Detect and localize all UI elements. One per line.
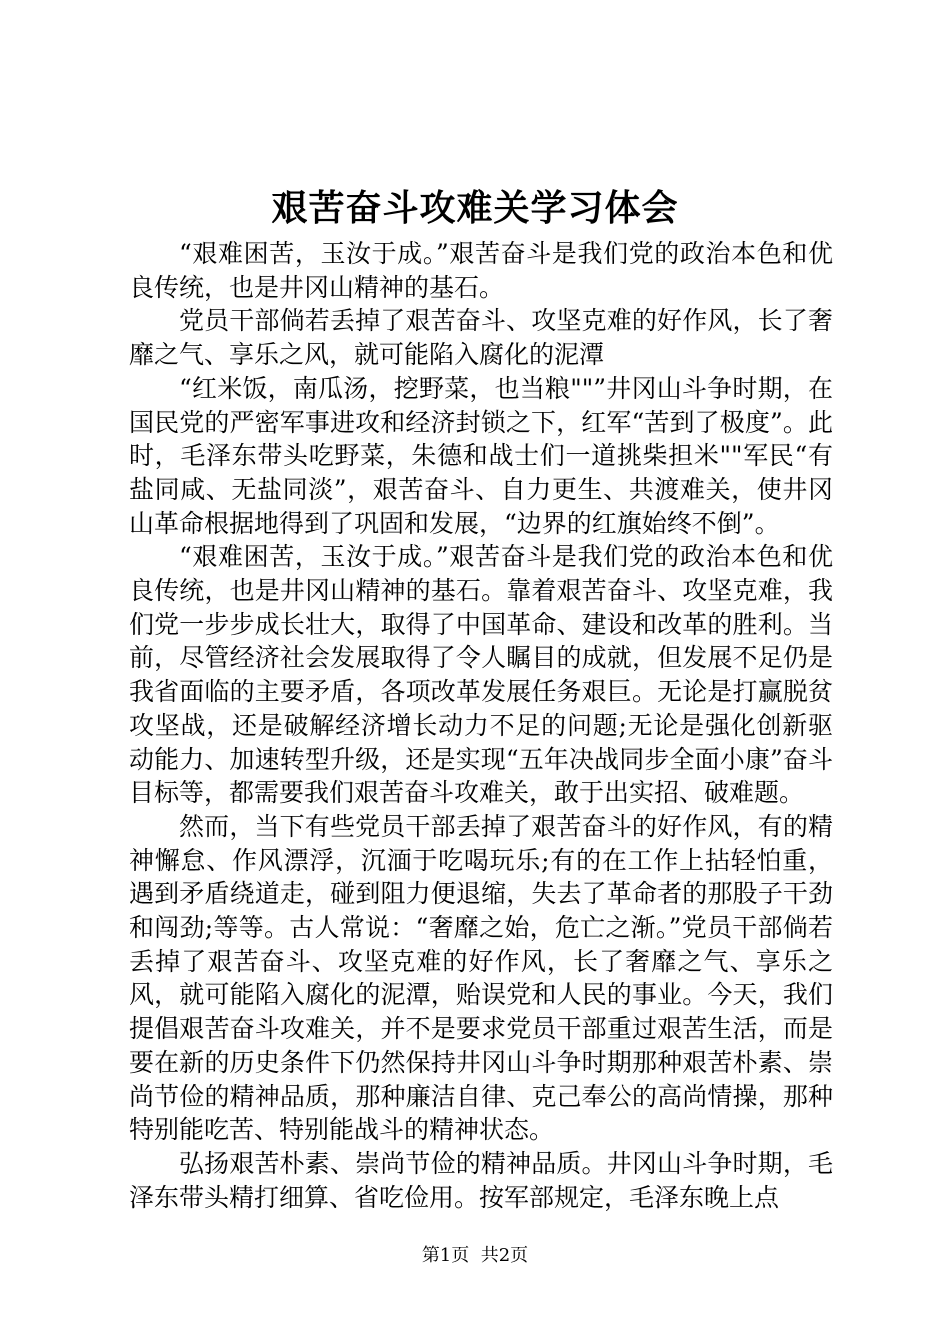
page-total: 共2页 — [480, 1245, 529, 1266]
paragraph-1: “艰难困苦，玉汝于成。”艰苦奋斗是我们党的政治本色和优良传统，也是井冈山精神的基石。 — [129, 239, 833, 302]
paragraph-2: 党员干部倘若丢掉了艰苦奋斗、攻坚克难的好作风，长了奢靡之气、享乐之风，就可能陷入腐化的泥潭 — [129, 306, 833, 370]
paragraph-3: “红米饭，南瓜汤，挖野菜，也当粮""”井冈山斗争时期，在国民党的严密军事进攻和经济封锁之下，红军“苦到了极度”。此时，毛泽东带头吃野菜，朱德和战士们一道挑柴担米""军民“有盐同咸、无盐同淡”，艰苦奋斗、自力更生、共渡难关，使井冈山革命根据地得到了巩固和发展，“边界的红旗始终不倒”。 — [129, 373, 833, 538]
paragraph-4: “艰难困苦，玉汝于成。”艰苦奋斗是我们党的政治本色和优良传统，也是井冈山精神的基石。靠着艰苦奋斗、攻坚克难，我们党一步步成长壮大，取得了中国革命、建设和改革的胜利。当前，尽管经济社会发展取得了令人瞩目的成就，但发展不足仍是我省面临的主要矛盾，各项改革发展任务艰巨。无论是打赢脱贫攻坚战，还是破解经济增长动力不足的问题;无论是强化创新驱动能力、加速转型升级，还是实现“五年决战同步全面小康”奋斗目标等，都需要我们艰苦奋斗攻难关，敢于出实招、破难题。 — [129, 542, 833, 808]
document-body — [129, 237, 833, 1214]
page-footer — [0, 1244, 950, 1268]
paragraph-6: 弘扬艰苦朴素、崇尚节俭的精神品质。井冈山斗争时期，毛泽东带头精打细算、省吃俭用。按军部规定，毛泽东晚上点 — [129, 1148, 833, 1212]
page-number: 第1页 — [421, 1245, 470, 1266]
document-title: 艰苦奋斗攻难关学习体会 — [271, 187, 679, 229]
paragraph-5: 然而，当下有些党员干部丢掉了艰苦奋斗的好作风，有的精神懈怠、作风漂浮，沉湎于吃喝玩乐;有的在工作上拈轻怕重，遇到矛盾绕道走，碰到阻力便退缩，失去了革命者的那股子干劲和闯劲;等等。古人常说：“奢靡之始，危亡之渐。”党员干部倘若丢掉了艰苦奋斗、攻坚克难的好作风，长了奢靡之气、享乐之风，就可能陷入腐化的泥潭，贻误党和人民的事业。今天，我们提倡艰苦奋斗攻难关，并不是要求党员干部重过艰苦生活，而是要在新的历史条件下仍然保持井冈山斗争时期那种艰苦朴素、崇尚节俭的精神品质，那种廉洁自律、克己奉公的高尚情操，那种特别能吃苦、特别能战斗的精神状态。 — [129, 811, 833, 1145]
